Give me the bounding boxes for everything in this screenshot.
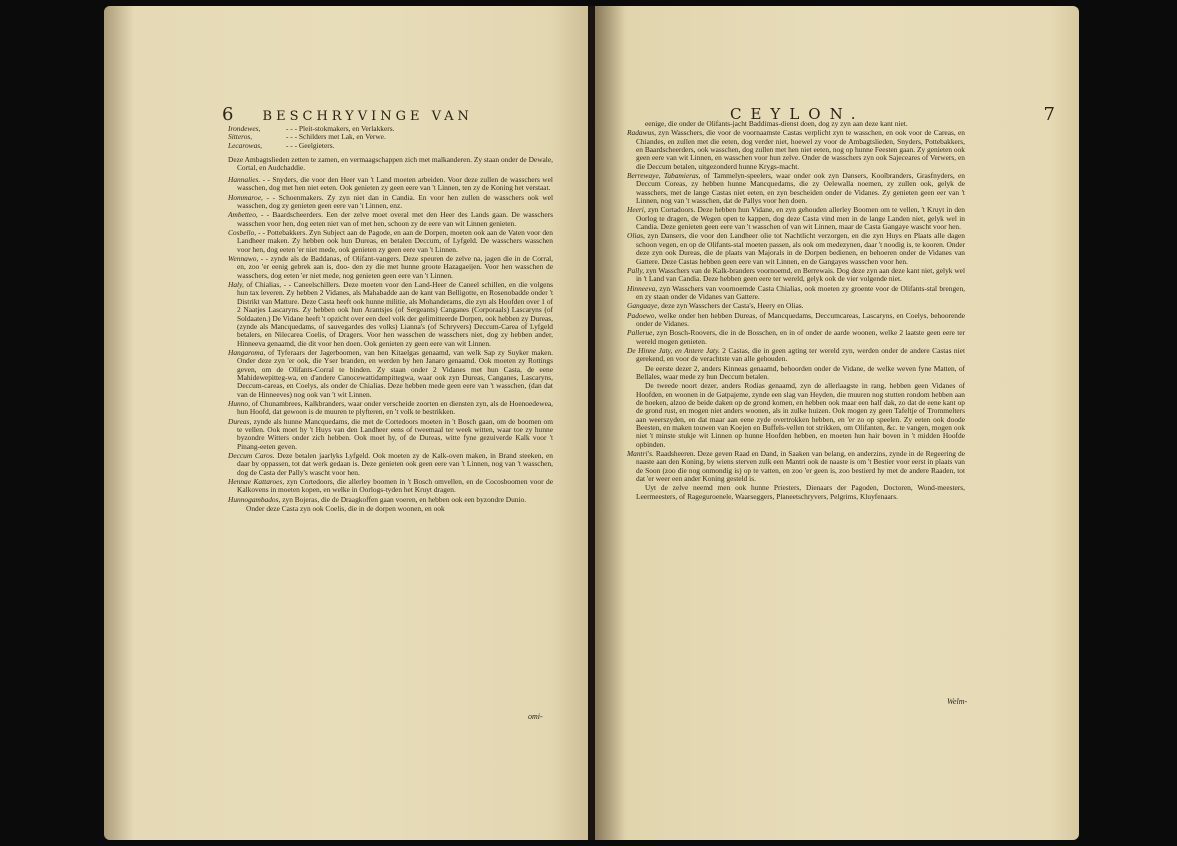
left-edge-shadow <box>104 6 134 840</box>
entry-term: Haly, <box>228 280 244 290</box>
entry-term: Mantri's. <box>627 449 654 459</box>
entry-text: eenige, die onder de Olifants-jacht Baddimas-dienst doen, dog zy zyn aan deze kant niet. <box>645 119 908 128</box>
entry-text: of Chunambrees, Kalkbranders, waar onder verscheide zoorten en diensten zyn, als de Hoenoedewea, hun Hoofd, dat gewoon is de muuren te plyfteren, en 't volk te bestrikken. <box>237 398 553 417</box>
entry-term: Padoewo, <box>627 310 657 320</box>
open-book <box>104 6 1079 840</box>
list-text: - - - Pleit-stokmakers, en Verlakkers. <box>286 124 395 133</box>
text-entry <box>627 129 965 171</box>
text-entry <box>228 229 553 254</box>
text-entry <box>627 232 965 265</box>
entry-term: Hannalies. <box>228 175 261 184</box>
entry-term: Pallerue, <box>627 328 655 338</box>
intro-paragraph: Deze Ambagtslieden zetten te zamen, en vermaagschappen zich met malkanderen. Zy staan onder de Dewale, Cortal, en Audchaddie. <box>228 155 553 173</box>
entry-text: of Chialias, - - Caneelschillers. Deze moeten voor den Land-Heer de Caneel schillen, en die volgens hun tax leveren. Zy hebben 2 Vidanes, als Mahabadde aan de kant van Belligotte, en Rosenobadde onder 't Distrikt van Matture. Deze Casta heeft ook hunne militie, als Mohanderams, die zyn als Hoofden over 1 of 2 Naatjes Lascaryns. Zy hebben ook hun Arantsjes (of Sergeants) Canganes (Corporaals) Lascaryns (of Soldaaten.) De Vidane heeft 't opzicht over een deel volk der gelimitteerde Dorpen, ook hebben zy Dureas, (zynde als Mancquedams, of sauvegardes des volks) Lianna's (of Schryvers) Deccum-Carea of Lyfgeld betalers, en Nilecarea Coelis, of Dragers. Voor hen wasschen de wasschers niet, dog zy hebben ander, Hinneeva genaamd, die dit voor hen doen. Ook genieten zy geen eere van wit Linnen. <box>237 280 553 348</box>
entry-term: Hommaroe, <box>228 192 263 202</box>
text-entry <box>627 120 965 128</box>
text-entry <box>228 418 553 451</box>
entry-text: 2 Castas, die in geen agting ter wereld zyn, werden onder de andere Castas niet gerekend, en voor de verachtste van alle gehouden. <box>636 345 965 364</box>
entry-text: - - Baardscheerders. Een der zelve moet overal met den Heer des Lands gaan. De wasschers wasschen voor hen, dog eeten niet van of met hen, schoon zy de eere van wit Linnen genieten. <box>237 210 553 228</box>
entry-text: - - Pottebakkers. Zyn Subject aan de Pagode, en aan de Dorpen, moeten ook aan de Vaten voor den Landheer maken. Zy hebben ook hun Dureas, en betalen Deccum, of Lyfgeld. De wasschers wasschen voor hen, dog eeten 'er niet mede, ook genieten zy geen eere van 't Linnen. <box>237 228 553 254</box>
entry-text: zyn Bojeras, die de Draagkoffen gaan voeren, en hebben ook een byzondre Dunio. <box>282 494 527 504</box>
text-entry <box>627 347 965 364</box>
right-catchword: Welm- <box>947 697 968 706</box>
entry-term: Hunnogambados, <box>228 494 281 504</box>
text-entry <box>228 400 553 417</box>
right-page <box>595 6 1079 840</box>
entry-term: Wennawo, <box>228 254 259 264</box>
text-entry <box>627 450 965 483</box>
text-entry <box>228 176 553 193</box>
left-body-text <box>228 176 553 514</box>
entry-text: zyn Wasschers van de Kalk-branders voornoemd, en Berrewais. Dog deze zyn aan deze kant niet, gelyk wel in 't Land van Candia. Deze hebben geen eere ter wereld, gelyk ook de vier volgende niet. <box>636 265 965 284</box>
entry-text: De tweede noort dezer, anders Rodias genaamd, zyn de allerlaagste in rang, hebben geen Vidanes of Hoofden, en woonen in de Gatpajeme, zynde een slag van Heyden, die muuren nog stutten rondom hebben aan de hoeken, alzoo de beide daken op de grond komen, en hebben ook maar een half dak, zo dat de eene kant op de grond rust, en mogen niet anders woonen, als in zulke huizen. Ook mogen zy geen Tafeltje of Trommelters aan weerszyden, en dat maar aan eene zyde overtrokken hebben, en 'er zo op speelen. Zy eeten ook doode Beesten, en maken touwen van Koejen en Buffels-vellen tot strikken, om Olifanten, &c. te vangen, mogen ook niet 't minste stukje wit Linnen op hunne Hoofden hebben, en moeten hun hair boven in 't midden Hoofde opbinden. <box>636 381 965 449</box>
text-entry <box>627 302 965 310</box>
entry-text: - - Schoenmakers. Zy zyn niet dan in Candia. En voor hen zullen de wasschers ook wel wasschen, dog zy genieten geen eere van 't Linnen, enz. <box>237 192 553 211</box>
text-entry <box>228 452 553 477</box>
text-entry <box>627 267 965 284</box>
entry-term: Hangaroma, <box>228 347 266 357</box>
entry-term: Olias, <box>627 231 645 241</box>
text-entry <box>627 285 965 302</box>
book-gutter <box>588 6 595 840</box>
text-entry <box>228 505 553 513</box>
text-entry <box>627 484 965 501</box>
left-page <box>104 6 588 840</box>
entry-term: Heeri, <box>627 205 646 215</box>
entry-text: Raadsheeren. Deze geven Raad en Dand, in Saaken van belang, en anderzins, zynde in de Regeering de naaste aan den Koning, by wiens sterven zulk een Mantri ook de naaste is om 't Bestier voor eerst in plaats van de Soon (zoo die nog onmondig is) op te vatten, en zoo 'er geen is, zoo bestierd hy met de andere Raaden, tot dat 'er weer een ander Koning gesteld is. <box>636 449 965 484</box>
right-body-text <box>627 120 965 502</box>
entry-text: zyn Wasschers van voornoemde Casta Chialias, ook moeten zy groente voor de Olifants-stal brengen, en zy staan onder de Vidanes van Gattere. <box>636 283 965 301</box>
list-item <box>228 133 528 141</box>
entry-text: Deze betalen jaarlyks Lyfgeld. Ook moeten zy de Kalk-oven maken, in Brand steeken, en daar by oppassen, tot dat werk gedaan is. Deze genieten ook geen eere van 't Linnen, nog van 't wasschen, dog de Casta der Pally's wascht voor hen. <box>237 451 553 477</box>
left-catchword: omi- <box>528 712 543 721</box>
list-text: - - - Geelgieters. <box>286 140 335 150</box>
entry-text: zyn Bosch-Roovers, die in de Bosschen, en in of onder de aarde woonen, welke 2 laatste geen eere ter wereld mogen genieten. <box>636 328 965 346</box>
entry-term: Radawus, <box>627 128 656 138</box>
entry-text: - - Snyders, die voor den Heer van 't Land moeten arbeiden. Voor deze zullen de wasschers wel wasschen, dog met hen niet eeten. Ook genieten zy geen eere van 't Linnen, ten zy de Koning het verstaat. <box>237 175 553 193</box>
text-entry <box>627 365 965 382</box>
entry-text: Onder deze Casta zyn ook Coelis, die in de dorpen woonen, en ook <box>246 504 445 514</box>
text-entry <box>627 312 965 329</box>
left-running-head <box>222 104 473 125</box>
entry-text: zyn Dansers, die voor den Landheer olie tot Nachtlicht verzorgen, en die zyn Huys en Plaats alle dagen schoon vegen, en op de Olifants-stal moeten passen, als ook om medezynen, daar 't noodig is, te kooren. Onder deze zyn ook Dureas, die de plaats van Majorals in de Dorpen bedienen, en behoeren onder de Vidanes van Gattere. Deze Castas hebben geen eere van wit Linnen, en de Gangayes wasschen voor hen. <box>636 231 965 266</box>
entry-term: Dureas, <box>228 416 252 426</box>
entry-term: Deccum Caros. <box>228 451 275 460</box>
entry-text: of Tyferaars der Jagerboomen, van hen Kitaelgas genaamd, van welk Sap zy Suyker maken. Onder deze zyn 'er ook, die Yser branden, en werden by hen Janaro genaamd. Ook moeten zy Rottings geven, om de Olifants-Corral te binden. Zy staan onder 2 Vidanes met hun Casta, de eene Mahidewepitteg-wa, en d'andere Canocewattidampittegwa, waar ook zyn Dureas, Canganes, Lascaryns, Deccum-careas, en Coelys, als onder de Chialias. Deze hebben mede geen eere van 't wasschen, (dan dat van de Hinneeves) nog ook van 't wit Linnen. <box>237 347 553 399</box>
right-page-number: 7 <box>1043 104 1060 125</box>
right-gutter-shadow <box>595 6 625 840</box>
entry-term: Ambetteo, <box>228 210 258 220</box>
entry-text: welke onder hen hebben Dureas, of Mancquedams, Deccumcareas, Lascaryns, en Coelys, behoorende onder de Vidanes. <box>636 310 965 328</box>
text-entry <box>228 194 553 211</box>
entry-term: Hinneeva, <box>627 283 658 293</box>
text-entry <box>228 211 553 228</box>
entry-text: De eerste dezer 2, anders Kinneas genaamd, behoorden onder de Vidane, de welke weven fyne Matten, of Bellales, waar mede zy hun Deccum betalen. <box>636 363 965 381</box>
left-running-title: BESCHRYVINGE VAN <box>262 109 473 124</box>
entry-term: Berrewaye, Tabamieras, <box>627 171 701 181</box>
text-entry <box>228 281 553 348</box>
text-entry <box>228 349 553 399</box>
left-list <box>228 125 528 150</box>
entry-term: De Hinne Jaty, en Antere Jaty. <box>627 345 720 355</box>
text-entry <box>228 255 553 280</box>
entry-term: Cosbello, <box>228 228 257 238</box>
entry-term: Gangaaye, <box>627 301 660 311</box>
text-entry <box>228 496 553 504</box>
left-page-number: 6 <box>222 104 239 125</box>
text-entry <box>627 329 965 346</box>
right-running-title: CEYLON. <box>730 105 865 123</box>
left-intro <box>228 156 553 174</box>
entry-text: of Tammelyn-speelers, waar onder ook zyn Dansers, Koolbranders, Grasfnyders, en Deccum Coreas, zy hebben hunne Mancquedams, die zy Oelewalla noemen, zy zullen ook, gelyk de wasschers, met de lange Castas niet eeten, en zyn bescheiden onder de Vidanes. Zy genieten geen eer van 't Linnen, nog van 't wasschen, dat de Pallys voor hen doen. <box>636 171 965 206</box>
list-text: - - - Schilders met Lak, en Verwe. <box>286 132 386 142</box>
text-entry <box>627 172 965 205</box>
list-term: Irondewes, <box>228 124 261 133</box>
entry-text: - - zynde als de Baddanas, of Olifant-vangers. Deze speuren de zelve na, jagen die in de Corral, en, zoo 'er eenig gebrek aan is, doo- den zy die met hunne groote Hazagaeijen. Voor hen wasschen de wasschers, dog eeten 'er niet mede, nog genieten geen eere van 't Linnen. <box>237 254 553 280</box>
text-entry <box>627 206 965 231</box>
entry-text: zynde als hunne Mancquedams, die met de Cortedoors moeten in 't Bosch gaan, om de boomen om te vellen. Ook moet hy 't Huys van den Landheer eens of tweemaal ter week witten, waar toe zy hunne byzondre Witters onder zich hebben. Ook moet hy, of de Dureas, witte fyne gezuiverde Kalk voor 't Pinang-eeten geven. <box>237 416 553 451</box>
entry-text: Uyt de zelve neemd men ook hunne Priesters, Dienaars der Pagoden, Doctoren, Wond-meesters, Leermeesters, of Rageguroenele, Waarseggers, Planeetschryvers, Pelgrims, Kluyfenaars. <box>636 483 965 501</box>
entry-term: Pally, <box>627 265 645 275</box>
list-term: Lecarowas, <box>228 140 263 150</box>
entry-term: Hunno, <box>228 398 250 408</box>
text-entry <box>228 478 553 495</box>
list-term: Sitteros, <box>228 132 253 142</box>
entry-text: deze zyn Wasschers der Casta's, Heery en Olias. <box>661 301 804 311</box>
entry-text: zyn Cortadoors. Deze hebben hun Vidane, en zyn gehouden allerley Boomen om te vellen, 't Kruyt in den Oorlog te dragen, de Wegen open te kappen, dog deze Casta vind men in de lange Landen niet, gelyk wel in Candia. Deze genieten geen eere van 't wasschen of van wit Linnen, maar de Casta Gangaye wascht voor hen. <box>636 205 965 232</box>
list-item <box>228 142 528 150</box>
text-entry <box>627 382 965 449</box>
entry-term: Hennae Kattaroes, <box>228 477 285 487</box>
entry-text: zyn Wasschers, die voor de voornaamste Castas verplicht zyn te wasschen, en ook voor de Careas, en Chiandes, en zullen met die eeten, dog verder niet, hoewel zy voor de Ambagtslieden, Snyders, Pottebakkers, en Baardscheerders, ook wasschen, dog zullen met hen niet eeten, nog op hunne Feesten gaan. Zy genieten ook geen eere van wit Linnen, en wasschen voor hun zelve. Onder de wasschers zyn ook Sajeceares of Verwers, en die Deccum betalen, uitgezonderd hunne Krygs-macht. <box>636 128 965 171</box>
entry-text: zyn Cortedoors, die allerley boomen in 't Bosch omvellen, en de Cocosboomen voor de Kalkovens in moeten kopen, en welke in Oorlogs-tyden het Kruyt dragen. <box>237 477 553 495</box>
